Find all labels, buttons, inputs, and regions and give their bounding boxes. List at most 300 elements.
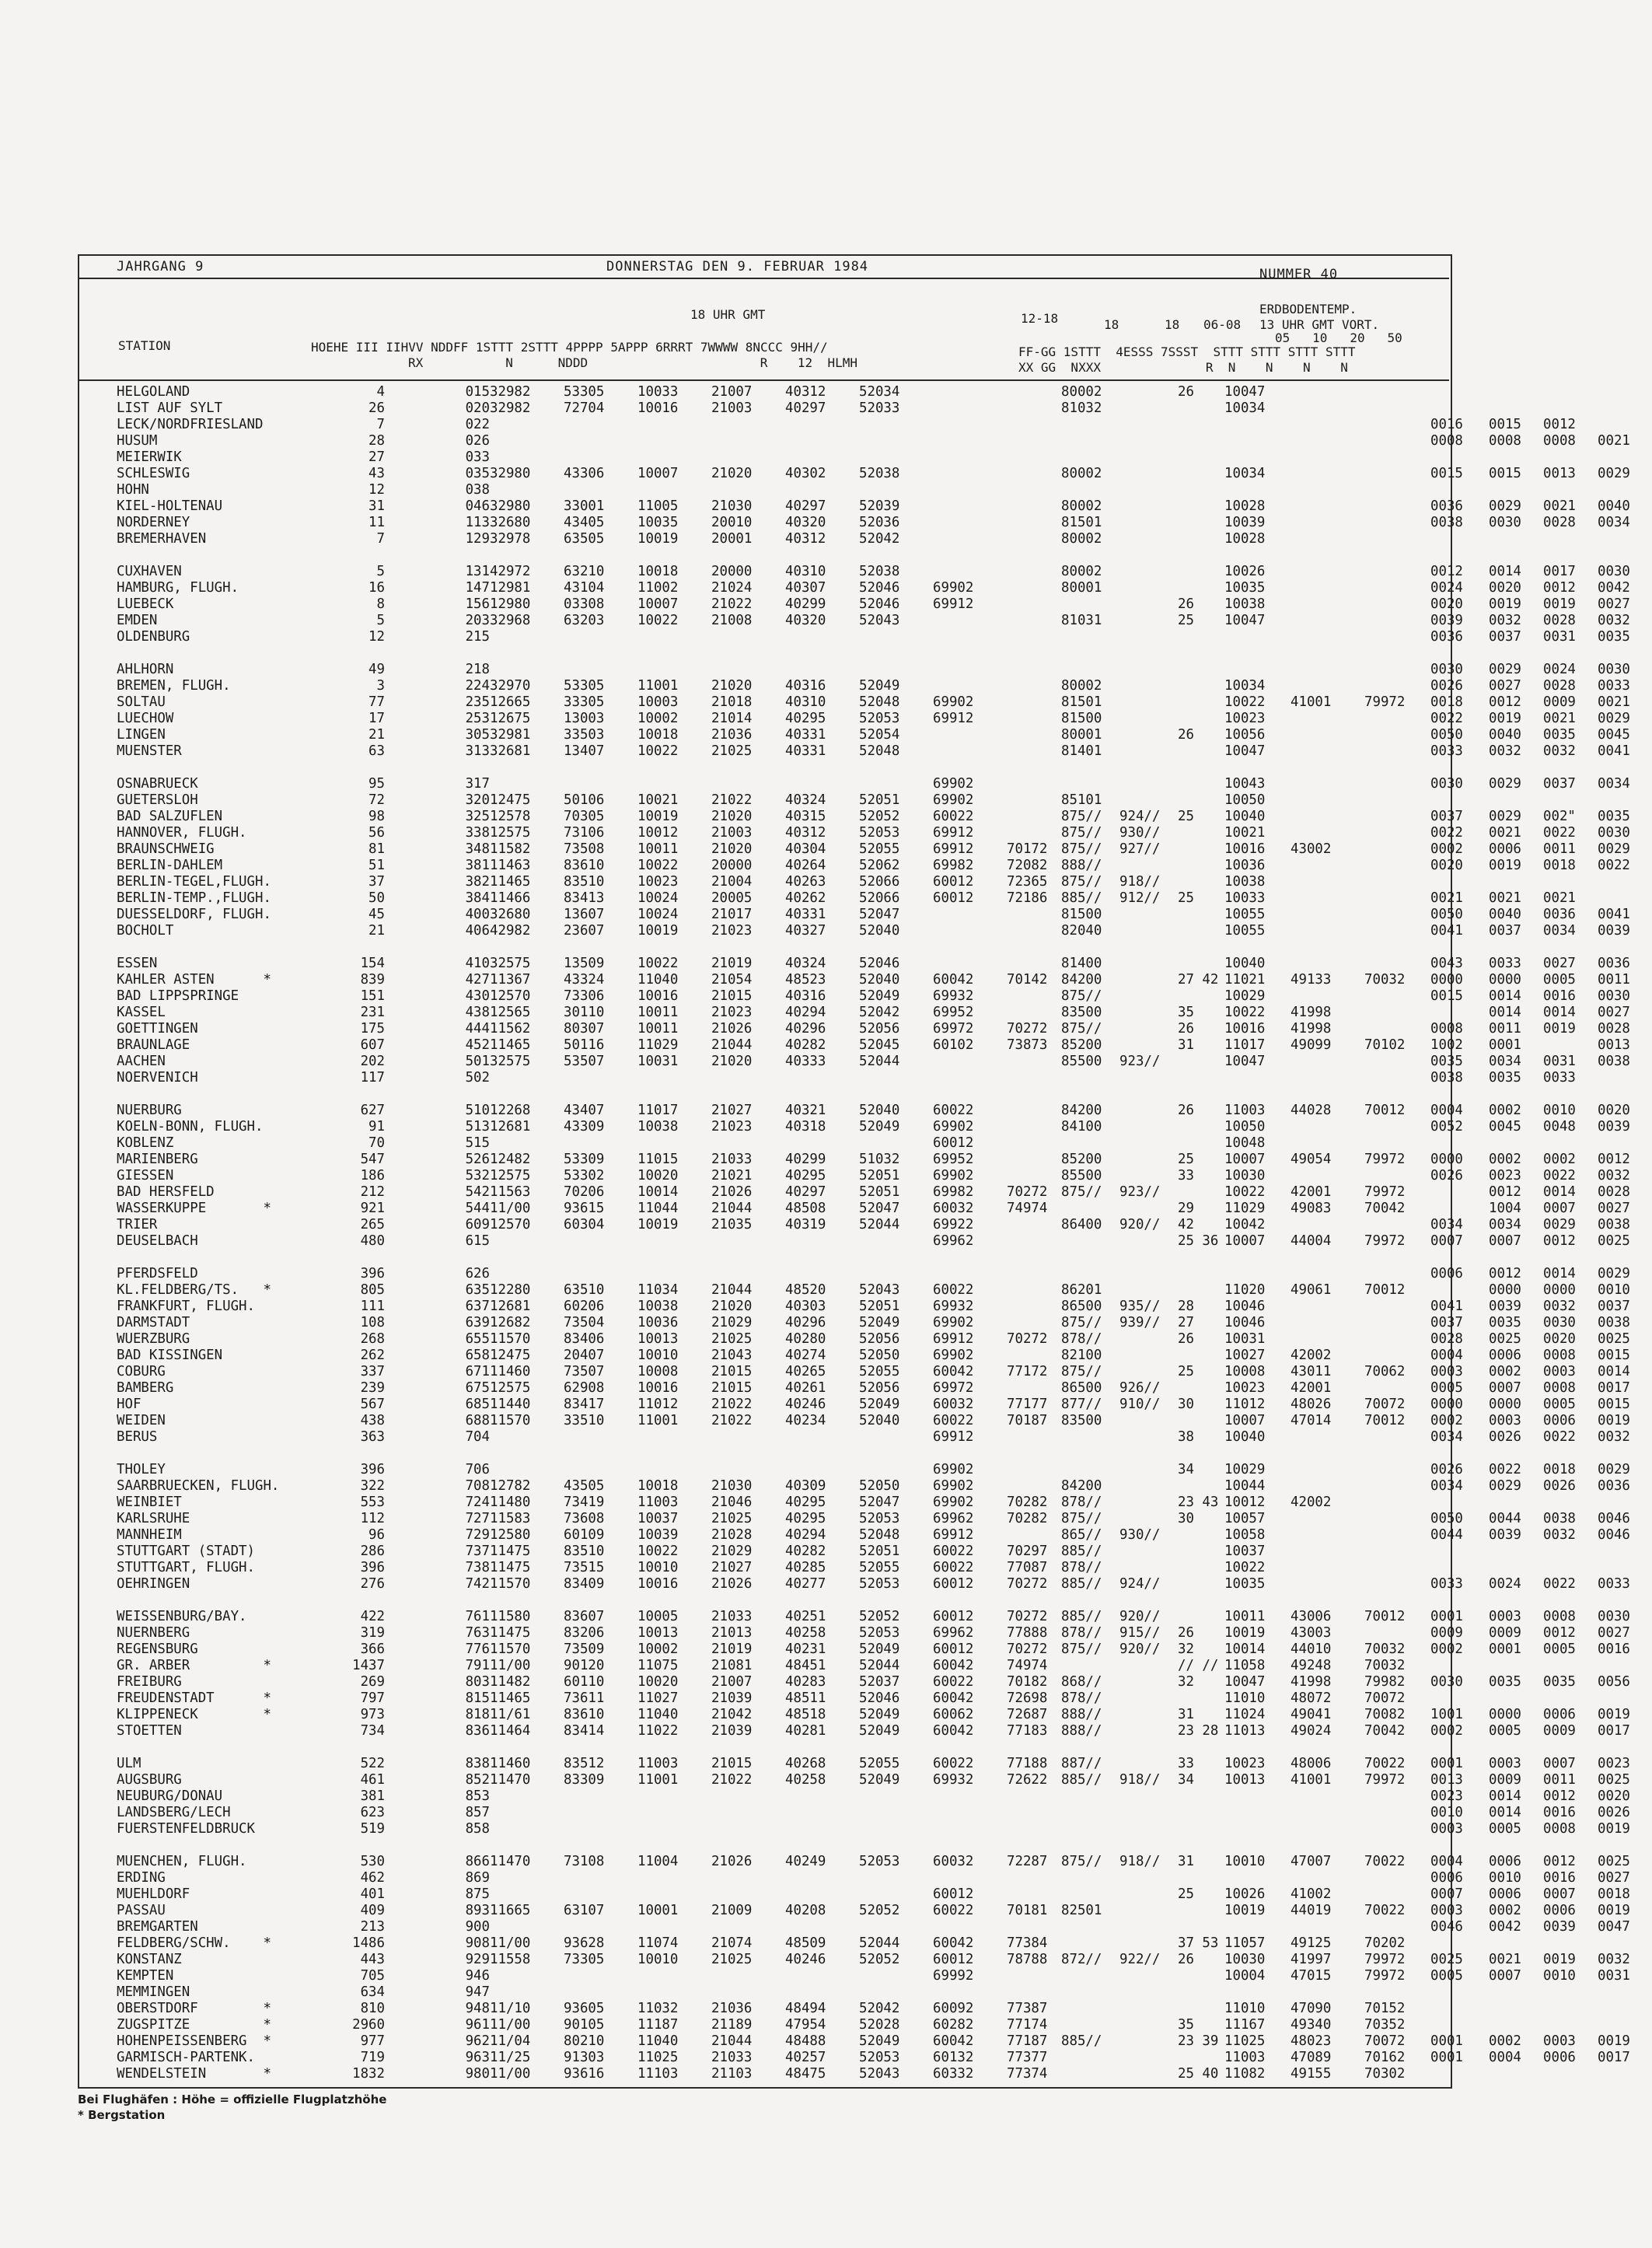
cloud-9hh: 920//	[1119, 1609, 1161, 1624]
snow-4esss: 48072	[1291, 1690, 1332, 1706]
table-row	[117, 2050, 1652, 2066]
temp-1sttt: 11004	[637, 1854, 679, 1869]
soil-50: 0035	[1598, 809, 1630, 824]
snow-4esss: 47015	[1291, 1968, 1332, 1984]
soil-05: 0030	[1430, 662, 1463, 677]
soil-05: 0036	[1430, 629, 1463, 645]
station-id: 384	[465, 890, 490, 906]
table-row	[117, 1968, 1652, 1984]
cloud-8nccc: 865//	[1061, 1527, 1102, 1543]
pressure-4pppp: 40299	[785, 1152, 826, 1167]
gust-ff-gg: 35	[1178, 1005, 1194, 1020]
sun-7ssst: 79972	[1364, 1184, 1406, 1200]
height: 31	[368, 498, 385, 514]
nddff: 43407	[564, 1103, 605, 1118]
station-name: MANNHEIM	[117, 1527, 182, 1543]
station-id: 838	[465, 1756, 490, 1771]
iihvv: 11460	[490, 1364, 531, 1379]
iihvv: 11665	[490, 1903, 531, 1918]
soil-50: 0033	[1598, 1576, 1630, 1592]
iihvv: 11/10	[490, 2001, 531, 2016]
cloud-8nccc: 875//	[1061, 1184, 1102, 1200]
cloud-8nccc: 81501	[1061, 515, 1102, 530]
table-row	[117, 417, 1652, 433]
station-id: 727	[465, 1511, 490, 1526]
station-name: BRAUNLAGE	[117, 1037, 190, 1053]
station-name: NUERBURG	[117, 1103, 182, 1118]
station-id: 776	[465, 1641, 490, 1657]
sun-7ssst: 79972	[1364, 694, 1406, 710]
precip-6rrrt: 60042	[933, 2033, 974, 2049]
height: 1832	[352, 2066, 385, 2082]
soil-20: 0032	[1543, 1527, 1576, 1543]
height: 262	[360, 1348, 385, 1363]
gust-ff-gg: 26	[1178, 596, 1194, 612]
soil-20: 0012	[1543, 417, 1576, 432]
snow-4esss: 49155	[1291, 2066, 1332, 2082]
pressure-4pppp: 40331	[785, 727, 826, 743]
soil-50: 0019	[1598, 1413, 1630, 1428]
soil-temp-heading: ERDBODENTEMP.	[1259, 302, 1357, 316]
soil-20: 0006	[1543, 1413, 1576, 1428]
station-id: 962	[465, 2033, 490, 2049]
height: 973	[360, 1707, 385, 1722]
table-row	[117, 1380, 1652, 1397]
nddff: 53309	[564, 1152, 605, 1167]
snow-4esss: 43006	[1291, 1609, 1332, 1624]
pressure-4pppp: 48511	[785, 1690, 826, 1706]
station-id: 427	[465, 972, 490, 988]
soil-50: 0021	[1598, 694, 1630, 710]
soil-10: 0002	[1489, 1364, 1521, 1379]
tendency-5appp: 52049	[859, 988, 900, 1004]
max-1sttt: 10043	[1224, 776, 1266, 792]
soil-50: 0027	[1598, 596, 1630, 612]
nddff: 13407	[564, 743, 605, 759]
table-row	[117, 1544, 1652, 1560]
precip-6rrrt: 60042	[933, 1935, 974, 1951]
cloud-8nccc: 84200	[1061, 972, 1102, 988]
table-row	[117, 1152, 1652, 1168]
soil-05: 0010	[1430, 1805, 1463, 1820]
soil-50: 0039	[1598, 923, 1630, 939]
soil-20: 0048	[1543, 1119, 1576, 1134]
cloud-8nccc: 86201	[1061, 1282, 1102, 1298]
precip-6rrrt: 60022	[933, 1903, 974, 1918]
cloud-8nccc: 875//	[1061, 874, 1102, 890]
iihvv: 11/25	[490, 2050, 531, 2065]
pressure-4pppp: 40283	[785, 1674, 826, 1690]
temp-2sttt: 21033	[711, 1152, 753, 1167]
table-row	[117, 596, 1652, 613]
temp-2sttt: 21044	[711, 2033, 753, 2049]
cloud-9hh: 923//	[1119, 1184, 1161, 1200]
station-name: MUEHLDORF	[117, 1886, 190, 1902]
tendency-5appp: 52066	[859, 874, 900, 890]
station-id: 742	[465, 1576, 490, 1592]
height: 269	[360, 1674, 385, 1690]
temp-1sttt: 10010	[637, 1560, 679, 1575]
table-row	[117, 1478, 1652, 1495]
table-row	[117, 874, 1652, 890]
cloud-8nccc: 888//	[1061, 1723, 1102, 1739]
table-row	[117, 1935, 1652, 1952]
table-row	[117, 1527, 1652, 1544]
gust-ff-gg: 37 53	[1178, 1935, 1219, 1951]
tendency-5appp: 52049	[859, 1707, 900, 1722]
max-1sttt: 10055	[1224, 923, 1266, 939]
table-row	[117, 694, 1652, 711]
tendency-5appp: 52049	[859, 678, 900, 694]
precip-6rrrt: 69902	[933, 1495, 974, 1510]
weather-7wwww: 77374	[1007, 2066, 1048, 2082]
max-1sttt: 10030	[1224, 1952, 1266, 1967]
soil-10: 0020	[1489, 580, 1521, 596]
station-id: 803	[465, 1674, 490, 1690]
soil-20: 0014	[1543, 1005, 1576, 1020]
soil-20: 0035	[1543, 727, 1576, 743]
cloud-8nccc: 85101	[1061, 792, 1102, 808]
soil-50: 0023	[1598, 1756, 1630, 1771]
station-id: 929	[465, 1952, 490, 1967]
station-id: 836	[465, 1723, 490, 1739]
soil-20: 0029	[1543, 1217, 1576, 1232]
temp-1sttt: 11029	[637, 1037, 679, 1053]
temp-1sttt: 10039	[637, 1527, 679, 1543]
table-row	[117, 613, 1652, 629]
tendency-5appp: 52062	[859, 858, 900, 873]
soil-05: 0026	[1430, 678, 1463, 694]
snow-4esss: 41998	[1291, 1021, 1332, 1037]
temp-2sttt: 21022	[711, 1772, 753, 1788]
temp-2sttt: 21043	[711, 1348, 753, 1363]
station-heading: STATION	[118, 338, 171, 353]
weather-7wwww: 77174	[1007, 2017, 1048, 2033]
station-name: BERLIN-TEMP.,FLUGH.	[117, 890, 271, 906]
soil-10: 0022	[1489, 1462, 1521, 1477]
jahrgang-label: JAHRGANG 9	[117, 259, 204, 274]
soil-05: 0002	[1430, 1413, 1463, 1428]
height: 319	[360, 1625, 385, 1641]
sun-7ssst: 70302	[1364, 2066, 1406, 2082]
footnote-airports: Bei Flughäfen : Höhe = offizielle Flugplatzhöhe	[78, 2092, 387, 2106]
weather-7wwww: 70182	[1007, 1674, 1048, 1690]
pressure-4pppp: 40310	[785, 694, 826, 710]
station-name: SOLTAU	[117, 694, 166, 710]
cloud-8nccc: 888//	[1061, 1707, 1102, 1722]
weather-7wwww: 70282	[1007, 1511, 1048, 1526]
max-1sttt: 10035	[1224, 580, 1266, 596]
soil-50: 0019	[1598, 2033, 1630, 2049]
station-name: KEMPTEN	[117, 1968, 174, 1984]
station-name: NORDERNEY	[117, 515, 190, 530]
station-id: 626	[465, 1266, 490, 1281]
tendency-5appp: 52047	[859, 907, 900, 922]
soil-05: 0046	[1430, 1919, 1463, 1935]
table-row	[117, 662, 1652, 678]
iihvv: 11475	[490, 1625, 531, 1641]
max-1sttt: 10016	[1224, 1021, 1266, 1037]
pressure-4pppp: 40258	[785, 1625, 826, 1641]
tendency-5appp: 52038	[859, 466, 900, 481]
nddff: 83610	[564, 1707, 605, 1722]
soil-20: 0019	[1543, 596, 1576, 612]
soil-20: 0039	[1543, 1919, 1576, 1935]
temp-2sttt: 21030	[711, 498, 753, 514]
iihvv: 32970	[490, 678, 531, 694]
nddff: 80210	[564, 2033, 605, 2049]
height: 111	[360, 1299, 385, 1314]
pressure-4pppp: 40312	[785, 384, 826, 400]
pressure-4pppp: 40258	[785, 1772, 826, 1788]
station-id: 313	[465, 743, 490, 759]
weather-7wwww: 70272	[1007, 1641, 1048, 1657]
station-name: ULM	[117, 1756, 141, 1771]
cloud-8nccc: 875//	[1061, 1364, 1102, 1379]
table-row	[117, 841, 1652, 858]
station-id: 129	[465, 531, 490, 547]
temp-1sttt: 10002	[637, 1641, 679, 1657]
temp-2sttt: 21046	[711, 1495, 753, 1510]
soil-05: 0001	[1430, 2033, 1463, 2049]
pressure-4pppp: 40309	[785, 1478, 826, 1494]
table-row	[117, 1919, 1652, 1935]
max-1sttt: 10007	[1224, 1413, 1266, 1428]
temp-1sttt: 10022	[637, 1544, 679, 1559]
precip-6rrrt: 60042	[933, 1723, 974, 1739]
temp-2sttt: 20001	[711, 531, 753, 547]
station-name: STUTTGART, FLUGH.	[117, 1560, 255, 1575]
cloud-8nccc: 83500	[1061, 1413, 1102, 1428]
tendency-5appp: 52044	[859, 1935, 900, 1951]
gust-ff-gg: 30	[1178, 1511, 1194, 1526]
max-1sttt: 10031	[1224, 1331, 1266, 1347]
height: 337	[360, 1364, 385, 1379]
station-id: 338	[465, 825, 490, 841]
soil-05: 0033	[1430, 743, 1463, 759]
precip-6rrrt: 69902	[933, 580, 974, 596]
station-id: 131	[465, 564, 490, 579]
max-1sttt: 10023	[1224, 1380, 1266, 1396]
station-id: 382	[465, 874, 490, 890]
table-row	[117, 792, 1652, 809]
station-name: MEIERWIK	[117, 449, 182, 465]
cloud-8nccc: 82501	[1061, 1903, 1102, 1918]
height: 921	[360, 1201, 385, 1216]
iihvv: 11465	[490, 874, 531, 890]
tendency-5appp: 52049	[859, 1397, 900, 1412]
pressure-4pppp: 40320	[785, 613, 826, 628]
iihvv: 12782	[490, 1478, 531, 1494]
precip-6rrrt: 60012	[933, 1609, 974, 1624]
nddff: 83417	[564, 1397, 605, 1412]
tendency-5appp: 52053	[859, 825, 900, 841]
cloud-9hh: 939//	[1119, 1315, 1161, 1330]
iihvv: 11475	[490, 1560, 531, 1575]
tendency-5appp: 52049	[859, 1315, 900, 1330]
tendency-5appp: 52052	[859, 1903, 900, 1918]
table-row	[117, 1299, 1652, 1315]
station-name: LUECHOW	[117, 711, 174, 726]
temp-2sttt: 21022	[711, 1413, 753, 1428]
iihvv: 11570	[490, 1576, 531, 1592]
iihvv: 11563	[490, 1184, 531, 1200]
soil-05: 0008	[1430, 1021, 1463, 1037]
temp-2sttt: 21025	[711, 1952, 753, 1967]
precip-6rrrt: 69972	[933, 1380, 974, 1396]
tendency-5appp: 52053	[859, 1625, 900, 1641]
station-name: OSNABRUECK	[117, 776, 198, 792]
soil-10: 0002	[1489, 1103, 1521, 1118]
cloud-9hh: 926//	[1119, 1380, 1161, 1396]
table-row	[117, 1756, 1652, 1772]
iihvv: 11/00	[490, 1658, 531, 1673]
height: 21	[368, 727, 385, 743]
temp-2sttt: 21015	[711, 988, 753, 1004]
snow-4esss: 43011	[1291, 1364, 1332, 1379]
station-name: OLDENBURG	[117, 629, 190, 645]
precip-6rrrt: 69902	[933, 1119, 974, 1134]
table-row	[117, 1054, 1652, 1070]
snow-4esss: 44028	[1291, 1103, 1332, 1118]
soil-05: 0020	[1430, 596, 1463, 612]
temp-1sttt: 11040	[637, 972, 679, 988]
station-id: 020	[465, 400, 490, 416]
nddff: 93628	[564, 1935, 605, 1951]
gust-ff-gg: 25	[1178, 613, 1194, 628]
station-id: 671	[465, 1364, 490, 1379]
cloud-9hh: 924//	[1119, 809, 1161, 824]
nddff: 33305	[564, 694, 605, 710]
nddff: 63107	[564, 1903, 605, 1918]
height: 977	[360, 2033, 385, 2049]
table-row	[117, 890, 1652, 907]
iihvv: 12482	[490, 1152, 531, 1167]
tendency-5appp: 52040	[859, 923, 900, 939]
sun-7ssst: 79972	[1364, 1152, 1406, 1167]
table-row	[117, 1821, 1652, 1837]
nddff: 63505	[564, 531, 605, 547]
soil-05: 0028	[1430, 1331, 1463, 1347]
nddff: 83206	[564, 1625, 605, 1641]
sun-7ssst: 70032	[1364, 972, 1406, 988]
tendency-5appp: 52044	[859, 1217, 900, 1232]
precip-6rrrt: 69962	[933, 1625, 974, 1641]
precip-6rrrt: 69952	[933, 1152, 974, 1167]
soil-20: 0012	[1543, 580, 1576, 596]
soil-50: 0034	[1598, 515, 1630, 530]
soil-05: 0030	[1430, 776, 1463, 792]
nddff: 73508	[564, 841, 605, 857]
max-1sttt: 10042	[1224, 1217, 1266, 1232]
temp-1sttt: 10011	[637, 1021, 679, 1037]
max-1sttt: 10022	[1224, 694, 1266, 710]
iihvv: 11466	[490, 890, 531, 906]
gust-ff-gg: 25	[1178, 1364, 1194, 1379]
snow-4esss: 41998	[1291, 1674, 1332, 1690]
tendency-5appp: 52052	[859, 1609, 900, 1624]
temp-2sttt: 21039	[711, 1723, 753, 1739]
station-name: KOELN-BONN, FLUGH.	[117, 1119, 264, 1134]
height: 45	[368, 907, 385, 922]
iihvv: 12280	[490, 1282, 531, 1298]
height: 108	[360, 1315, 385, 1330]
height: 265	[360, 1217, 385, 1232]
pressure-4pppp: 40295	[785, 1168, 826, 1183]
soil-10: 0001	[1489, 1037, 1521, 1053]
soil-50: 0030	[1598, 825, 1630, 841]
station-id: 305	[465, 727, 490, 743]
nddff: 83510	[564, 1544, 605, 1559]
soil-05: 0030	[1430, 1674, 1463, 1690]
pressure-4pppp: 40302	[785, 466, 826, 481]
precip-6rrrt: 60022	[933, 1674, 974, 1690]
soil-20: 0019	[1543, 1021, 1576, 1037]
soil-20: 0005	[1543, 1397, 1576, 1412]
pressure-4pppp: 40319	[785, 1217, 826, 1232]
station-id: 381	[465, 858, 490, 873]
max-1sttt: 10026	[1224, 1886, 1266, 1902]
cloud-8nccc: 877//	[1061, 1397, 1102, 1412]
gust-ff-gg: 32	[1178, 1641, 1194, 1657]
tendency-5appp: 52042	[859, 1005, 900, 1020]
max-1sttt: 10016	[1224, 841, 1266, 857]
iihvv: 11/04	[490, 2033, 531, 2049]
table-row	[117, 2001, 1652, 2017]
station-id: 609	[465, 1217, 490, 1232]
station-id: 818	[465, 1707, 490, 1722]
max-1sttt: 10040	[1224, 809, 1266, 824]
table-row	[117, 1854, 1652, 1870]
height: 522	[360, 1756, 385, 1771]
soil-10: 0004	[1489, 2050, 1521, 2065]
tendency-5appp: 52055	[859, 1560, 900, 1575]
station-id: 444	[465, 1021, 490, 1037]
weather-7wwww: 72687	[1007, 1707, 1048, 1722]
temp-1sttt: 11025	[637, 2050, 679, 2065]
pressure-4pppp: 40251	[785, 1609, 826, 1624]
station-id: 113	[465, 515, 490, 530]
soil-50: 0041	[1598, 907, 1630, 922]
max-1sttt: 10012	[1224, 1495, 1266, 1510]
station-name: DEUSELBACH	[117, 1233, 198, 1249]
station-id: 410	[465, 956, 490, 971]
precip-6rrrt: 69962	[933, 1511, 974, 1526]
soil-50: 0033	[1598, 678, 1630, 694]
station-name: KASSEL	[117, 1005, 166, 1020]
station-id: 400	[465, 907, 490, 922]
max-1sttt: 10026	[1224, 564, 1266, 579]
pressure-4pppp: 40295	[785, 1511, 826, 1526]
gust-ff-gg: 25	[1178, 809, 1194, 824]
right-col-headers: FF-GG 1STTT 4ESSS 7SSST STTT STTT STTT STTT	[1018, 344, 1356, 359]
pressure-4pppp: 40246	[785, 1397, 826, 1412]
iihvv: 11/00	[490, 1201, 531, 1216]
nddff: 73504	[564, 1315, 605, 1330]
tendency-5appp: 52066	[859, 890, 900, 906]
height: 519	[360, 1821, 385, 1837]
sun-7ssst: 79972	[1364, 1968, 1406, 1984]
soil-10: 0006	[1489, 1348, 1521, 1363]
iihvv: 32982	[490, 384, 531, 400]
iihvv: 11562	[490, 1021, 531, 1037]
temp-2sttt: 21020	[711, 1299, 753, 1314]
station-name: GUETERSLOH	[117, 792, 198, 808]
temp-2sttt: 21027	[711, 1103, 753, 1118]
height: 480	[360, 1233, 385, 1249]
nddff: 43405	[564, 515, 605, 530]
temp-2sttt: 21025	[711, 1331, 753, 1347]
